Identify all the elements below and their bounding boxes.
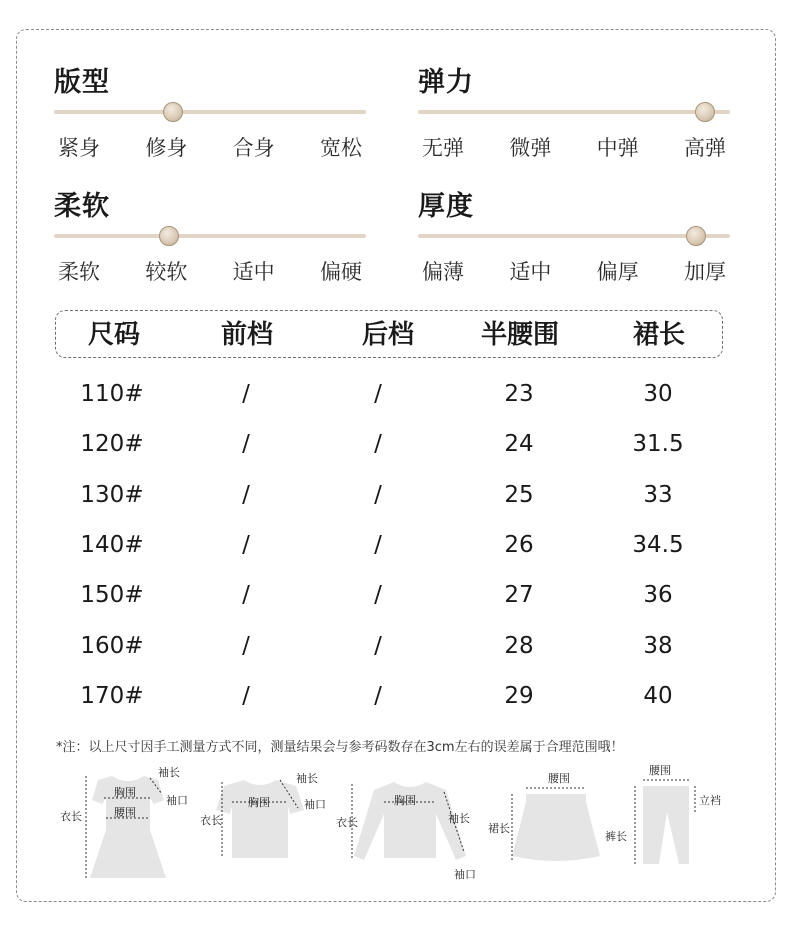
option-label: 紧身 bbox=[58, 136, 100, 160]
slider-track bbox=[418, 110, 730, 114]
attribute-thickness bbox=[418, 184, 730, 286]
cell-size: 130# bbox=[80, 481, 144, 508]
option-label: 偏薄 bbox=[422, 260, 464, 284]
cell-half-waist: 27 bbox=[504, 582, 534, 609]
cell-front-rise: / bbox=[242, 431, 250, 458]
cell-back-rise: / bbox=[374, 531, 382, 558]
label-sleeve-length: 袖长 bbox=[448, 812, 470, 825]
table-row bbox=[0, 626, 790, 666]
slider-knob bbox=[686, 226, 706, 246]
dress-diagram bbox=[58, 760, 198, 890]
option-label: 修身 bbox=[145, 136, 188, 160]
softness-slider bbox=[54, 226, 366, 248]
header-back-rise: 后档 bbox=[361, 320, 415, 350]
label-waist: 腰围 bbox=[114, 806, 136, 819]
cell-size: 140# bbox=[80, 531, 144, 558]
cell-size: 170# bbox=[80, 682, 144, 709]
option-label: 偏硬 bbox=[319, 260, 362, 284]
slider-knob bbox=[695, 102, 715, 122]
option-label: 较软 bbox=[145, 260, 188, 284]
label-chest: 胸围 bbox=[394, 794, 416, 807]
cell-front-rise: / bbox=[242, 582, 250, 609]
table-row bbox=[0, 424, 790, 464]
cell-skirt-length: 34.5 bbox=[632, 531, 684, 558]
slider-knob bbox=[163, 102, 183, 122]
slider-track bbox=[418, 234, 730, 238]
slider-options bbox=[418, 132, 730, 162]
label-rise: 立裆 bbox=[699, 794, 721, 807]
cell-skirt-length: 30 bbox=[643, 381, 673, 407]
header-half-waist: 半腰围 bbox=[480, 320, 560, 350]
slider-options bbox=[54, 256, 366, 286]
label-length: 衣长 bbox=[200, 814, 222, 827]
sweater-diagram bbox=[336, 760, 486, 890]
option-label: 无弹 bbox=[422, 136, 464, 160]
cell-back-rise: / bbox=[374, 381, 382, 407]
cell-front-rise: / bbox=[242, 381, 250, 407]
slider-track bbox=[54, 234, 366, 238]
table-row bbox=[0, 475, 790, 515]
label-cuff: 袖口 bbox=[304, 798, 326, 811]
label-sleeve-length: 袖长 bbox=[158, 766, 180, 779]
option-label: 柔软 bbox=[58, 260, 100, 284]
elasticity-slider bbox=[418, 102, 730, 124]
option-label: 适中 bbox=[232, 260, 275, 284]
table-row bbox=[0, 575, 790, 615]
label-length: 裙长 bbox=[488, 822, 510, 835]
cell-back-rise: / bbox=[374, 582, 382, 609]
slider-options bbox=[54, 132, 366, 162]
attribute-title: 弹力 bbox=[418, 67, 474, 98]
cell-half-waist: 25 bbox=[504, 481, 534, 508]
label-waist: 腰围 bbox=[649, 764, 671, 777]
cell-skirt-length: 36 bbox=[643, 582, 673, 609]
option-label: 高弹 bbox=[683, 136, 726, 160]
pants-diagram bbox=[605, 760, 730, 890]
attribute-title: 版型 bbox=[54, 67, 110, 98]
header-skirt-length: 裙长 bbox=[632, 320, 686, 350]
cell-skirt-length: 38 bbox=[643, 632, 673, 659]
label-length: 衣长 bbox=[60, 810, 82, 823]
cell-half-waist: 29 bbox=[504, 682, 534, 709]
label-chest: 胸围 bbox=[248, 796, 270, 809]
header-front-rise: 前档 bbox=[220, 320, 274, 350]
size-table-header bbox=[55, 310, 723, 358]
label-waist: 腰围 bbox=[548, 772, 570, 785]
thickness-slider bbox=[418, 226, 730, 248]
cell-back-rise: / bbox=[374, 431, 382, 458]
cell-front-rise: / bbox=[242, 481, 250, 508]
cell-size: 150# bbox=[80, 582, 144, 609]
cell-back-rise: / bbox=[374, 682, 382, 709]
cell-size: 110# bbox=[80, 381, 144, 407]
cell-size: 160# bbox=[80, 632, 144, 659]
tshirt-diagram bbox=[200, 760, 335, 890]
cell-skirt-length: 31.5 bbox=[632, 431, 684, 458]
cell-half-waist: 23 bbox=[504, 381, 534, 407]
cell-half-waist: 26 bbox=[504, 531, 534, 558]
slider-knob bbox=[159, 226, 179, 246]
fit-slider bbox=[54, 102, 366, 124]
slider-track bbox=[54, 110, 366, 114]
cell-back-rise: / bbox=[374, 632, 382, 659]
label-chest: 胸围 bbox=[114, 786, 136, 799]
cell-skirt-length: 33 bbox=[643, 481, 673, 508]
cell-front-rise: / bbox=[242, 531, 250, 558]
table-row bbox=[0, 374, 790, 414]
skirt-diagram bbox=[488, 760, 613, 890]
cell-front-rise: / bbox=[242, 632, 250, 659]
cell-half-waist: 28 bbox=[504, 632, 534, 659]
table-row bbox=[0, 525, 790, 565]
header-size: 尺码 bbox=[87, 320, 141, 350]
option-label: 加厚 bbox=[683, 260, 726, 284]
label-cuff: 袖口 bbox=[166, 794, 188, 807]
cell-half-waist: 24 bbox=[504, 431, 534, 458]
option-label: 微弹 bbox=[509, 136, 552, 160]
cell-skirt-length: 40 bbox=[643, 682, 673, 709]
cell-size: 120# bbox=[80, 431, 144, 458]
option-label: 偏厚 bbox=[596, 260, 639, 284]
label-length: 裤长 bbox=[605, 830, 627, 843]
attribute-title: 柔软 bbox=[54, 191, 110, 222]
slider-options bbox=[418, 256, 730, 286]
attribute-softness bbox=[54, 184, 366, 286]
label-length: 衣长 bbox=[336, 816, 358, 829]
label-cuff: 袖口 bbox=[454, 868, 476, 881]
attribute-fit bbox=[54, 60, 366, 162]
table-row bbox=[0, 676, 790, 716]
option-label: 适中 bbox=[509, 260, 552, 284]
attribute-elasticity bbox=[418, 60, 730, 162]
option-label: 宽松 bbox=[319, 136, 362, 160]
option-label: 合身 bbox=[232, 136, 275, 160]
label-sleeve-length: 袖长 bbox=[296, 772, 318, 785]
attribute-title: 厚度 bbox=[418, 191, 474, 222]
cell-back-rise: / bbox=[374, 481, 382, 508]
option-label: 中弹 bbox=[596, 136, 639, 160]
measurement-note: *注：以上尺寸因手工测量方式不同，测量结果会与参考码数存在3cm左右的误差属于合理范围哦！ bbox=[56, 740, 624, 755]
cell-front-rise: / bbox=[242, 682, 250, 709]
